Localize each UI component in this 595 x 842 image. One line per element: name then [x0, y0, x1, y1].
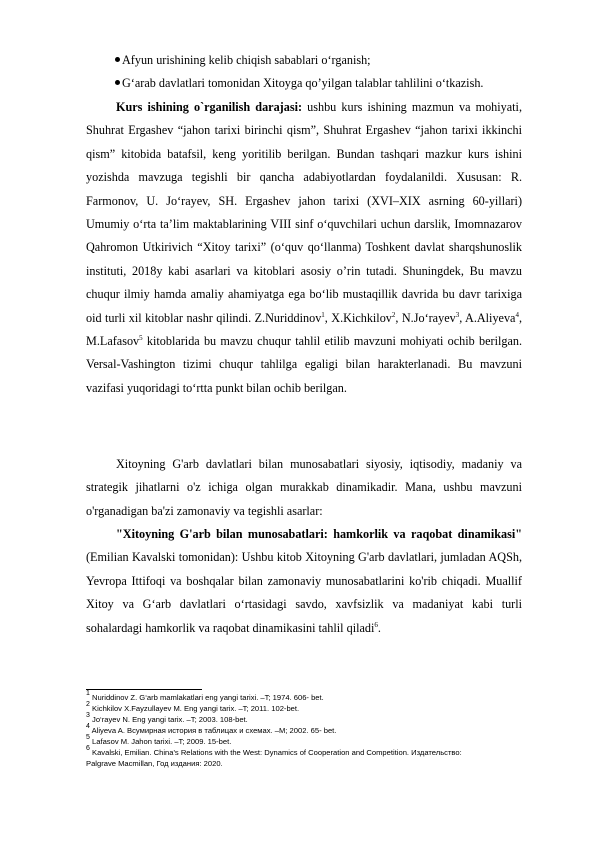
footnote-ref: 6 — [374, 620, 378, 629]
footnote — [86, 747, 536, 758]
footnote-ref: 3 — [455, 310, 460, 319]
paragraph-text: . — [377, 620, 381, 635]
paragraph-relations: Xitoyning G'arb davlatlari bilan munosabatlari siyosiy, iqtisodiy, madaniy va strategik jihatlarni o'z ichiga olgan murakkab dinamikadir. Mana, ushbu mavzuni o'rganadigan ba'zi zamonaviy va tegishli asarlar: — [86, 457, 522, 518]
footnote-number: 1 — [86, 690, 90, 697]
footnote-text: Kavalski, Emilian. China's Relations with the West: Dynamics of Cooperation and Competition. Издательство: — [89, 748, 462, 757]
bullet-text: G‘arab davlatlari tomonidan Xitoyga qo’yilgan talablar tahlilini o‘tkazish. — [122, 76, 484, 90]
footnote-ref: 1 — [321, 310, 325, 319]
paragraph-text: kitoblarida bu mavzu chuqur tahlil etilib mavzuni mohiyati ochib berilgan. Versal-Vashington tizimi chuqur tahlilga egaligi bilan harakterlanadi. Bu mavzuni vazifasi yuqoridagi to‘rtta punkt bilan ochib berilgan. — [86, 334, 522, 395]
footnote-number: 6 — [86, 745, 90, 752]
footnote-number: 3 — [86, 712, 90, 719]
footnote-text: Palgrave Macmillan, Год издания: 2020. — [86, 759, 223, 768]
bullet-icon — [115, 80, 120, 85]
bullet-icon — [115, 57, 120, 62]
paragraph-heading: Kurs ishining o`rganilish darajasi: — [116, 100, 303, 114]
paragraph-book-review — [86, 523, 522, 640]
footnote — [86, 692, 536, 703]
footnote-text: Kichkilov X.Fayzullayev M. Eng yangi tarix. –T; 2011. 102-bet. — [89, 704, 300, 713]
footnote-ref: 4 — [515, 310, 519, 319]
paragraph-text: , M.Lafasov — [86, 310, 522, 349]
footnote-text: Jo‘rayev N. Eng yangi tarix. –T; 2003. 108-bet. — [89, 715, 248, 724]
footnotes — [86, 692, 536, 769]
book-title: "Xitoyning G'arb bilan munosabatlari: hamkorlik va raqobat dinamikasi" — [116, 527, 522, 541]
paragraph-text: ushbu kurs ishining mazmun va mohiyati, Shuhrat Ergashev “jahon tarixi birinchi qism”, Shuhrat Ergashev “jahon tarixi ikkinchi qism” kitobida batafsil, keng yoritilib berilgan. Bundan tashqari mazkur kurs ishini yozishda mavzuga tegishli bir qancha adabiyotlardan foydalanildi. Xususan: R. Farmonov, U. Jo‘rayev, SH. Ergashev jahon tarixi (XVI–XIX asrning 60-yillari) Umumiy o‘rta ta’lim maktablarining VIII sinf o‘quvchilari uchun darslik, Imomnazarov Qahromon Utkirivich “Xitoy tarixi” (o‘quv qo‘llanma) Toshkent davlat sharqshunoslik instituti, 2018y kabi asarlari va kitoblari asosiy o’rin tutadi. Shuningdek, Bu mavzu chuqur ilmiy hamda amaliy ahamiyatga ega bo‘lib mustaqillik davrida bu davr tarixiga oid turli xil kitoblar nashr qilindi. Z.Nuriddinov — [86, 100, 522, 325]
footnote-text: Lafasov M. Jahon tarixi. –T; 2009. 15-bet. — [89, 737, 232, 746]
footnote-text: Aliyeva A. Всумирная история в таблицах и схемах. –M; 2002. 65- bet. — [89, 726, 337, 735]
bullet-item — [115, 52, 371, 68]
footnote-ref: 5 — [139, 334, 143, 343]
footnote — [86, 714, 536, 725]
paragraph-text: , N.Jo‘rayev — [395, 310, 456, 325]
footnote-number: 5 — [86, 734, 90, 741]
footnote-number: 2 — [86, 701, 90, 708]
footnote-ref: 2 — [391, 310, 396, 319]
paragraph-text: (Emilian Kavalski tomonidan): Ushbu kitob Xitoyning G'arb davlatlari, jumladan AQSh, Yevropa Ittifoqi va boshqalar bilan zamonaviy munosabatlarini ko'rib chiqadi. Muallif Xitoy va G‘arb davlatlari o‘rtasidagi savdo, xavfsizlik va madaniyat kabi turli sohalardagi hamkorlik va raqobat dinamikasini tahlil qiladi — [86, 550, 522, 635]
bullet-text: Afyun urishining kelib chiqish sabablari o‘rganish; — [122, 53, 371, 67]
footnote — [86, 725, 536, 736]
footnote — [86, 703, 536, 714]
paragraph-text: , X.Kichkilov — [324, 310, 392, 325]
paragraph-text: , A.Aliyeva — [459, 310, 516, 325]
bullet-item — [115, 75, 483, 91]
footnote-number: 4 — [86, 723, 90, 730]
footnote-continuation — [86, 758, 536, 769]
footnote-text: Nuriddinov Z. G‘arb mamlakatlari eng yangi tarixi. –T; 1974. 606- bet. — [89, 693, 324, 702]
footnote-divider — [86, 689, 202, 690]
paragraph-study-level — [86, 96, 522, 400]
footnote — [86, 736, 536, 747]
